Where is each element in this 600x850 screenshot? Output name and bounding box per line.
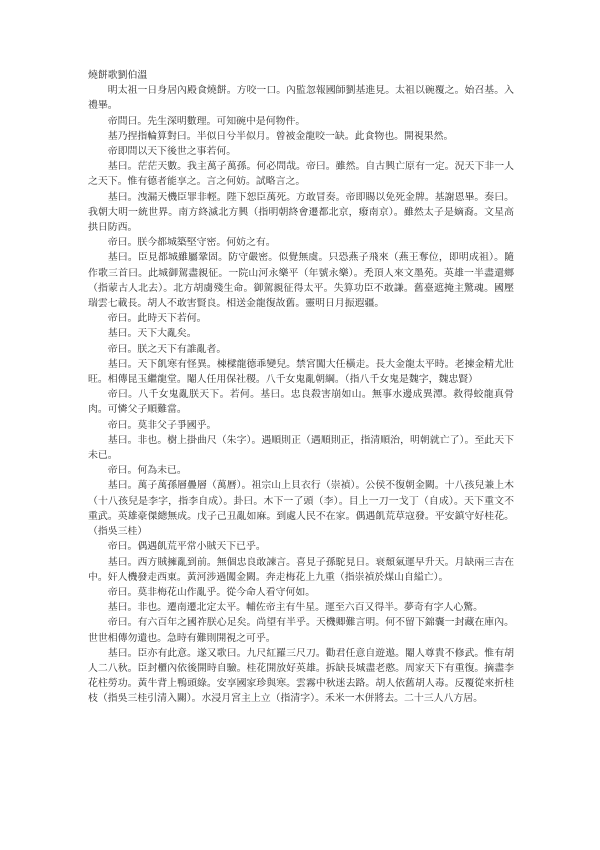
- paragraph: 基曰。非也。遷南遷北定太平。輔佐帝主有牛星。運至六百又得半。夢奇有字人心驚。: [107, 602, 484, 614]
- paragraph: 基曰。西方賊擁亂到前。無個忠良敢諫言。喜見子孫駝見日。衰頹氣運早升天。月缺兩三吉在中。奸人機發走西東。黃河涉過闖金闕。奔走梅花上九重（指崇禎於煤山自縊亡）。: [88, 556, 514, 583]
- paragraph: 帝曰。偶遇飢荒平常小賊天下已乎。: [107, 541, 266, 553]
- paragraph: 帝曰。莫非父子爭國乎。: [107, 419, 217, 431]
- paragraph: 基曰。天下飢寒有怪異。棟樑龍德乖變兒。禁宮闖大任橫走。長大金龍太平時。老揀金精尤壯旺。相傳昆玉繼龍堂。閹人任用保社稷。八千女鬼亂朝綱。（指八千女鬼是魏字，魏忠賢）: [88, 358, 514, 386]
- paragraph: 帝曰。有六百年之國祚朕心足矣。尚望有半乎。天機卿難言明。何不留下錦囊一封藏在庫內。世世相傳勿遺也。急時有難則開視之可乎。: [88, 617, 514, 644]
- paragraph: 基曰。天下大亂矣。: [107, 328, 197, 340]
- paragraph: 基曰。茫茫天數。我主萬子萬孫。何必問哉。帝曰。雖然。自古興亡原有一定。況天下非一人之天下。惟有德者能享之。言之何妨。試略言之。: [88, 161, 514, 188]
- paragraph: 帝即問以天下後世之事若何。: [107, 146, 237, 158]
- paragraph: 帝曰。何為未已。: [107, 465, 187, 477]
- paragraph: 基曰。臣亦有此意。遂又歌曰。九尺紅羅三尺刀。勸君任意自遊遨。閹人尊貴不修武。惟有胡人二八秋。臣封櫃內依後開時自驗。桂花開放好英雄。拆缺長城盡老憨。周家天下有重復。摘盡李花柱勞功。黃牛背上鴨頭綠。安享國家珍與寒。雲霧中秋迷去路。胡人依舊胡人毒。反覆從來折桂枝（指吳三桂引清入關）。水浸月宮主上立（指清字）。禾米一木併將去。二十三人八方居。: [88, 647, 514, 705]
- document-page: [88, 68, 514, 707]
- paragraph: 帝曰。莫非梅花山作亂乎。從今命人看守何如。: [107, 586, 316, 598]
- paragraph: 帝問曰。先生深明數理。可知碗中是何物件。: [107, 115, 306, 127]
- paragraph: 帝曰。此時天下若何。: [107, 313, 207, 325]
- paragraph: 基乃捏指輪算對曰。半似日兮半似月。曾被金龍咬一缺。此食物也。開視果然。: [107, 130, 454, 142]
- paragraph: 基曰。臣見都城雖屬鞏固。防守嚴密。似覺無虞。只恐燕子飛來（燕王奪位，即明成祖）。隨作歌三首曰。此城御駕盡親征。一院山河永樂平（年號永樂）。禿頂人來文墨苑。英雄一半盡還鄉（指蒙古人北去）。北方胡虜殘生命。御駕親征得太平。失算功臣不敢謙。舊臺遮掩主驚魂。國壓瑞雲七載長。胡人不敢害賢良。相送金龍復故舊。靈明日月振遐疆。: [88, 252, 514, 310]
- document-body: [88, 83, 514, 706]
- paragraph: 明太祖一日身居內殿食燒餅。方咬一口。內監忽報國師劉基進見。太祖以碗覆之。始召基。入禮畢。: [88, 85, 514, 112]
- paragraph: 基曰。非也。樹上掛曲尺（朱字）。遇順則正（遇順則正，指清順治，明朝就亡了）。至此天下未已。: [88, 434, 514, 462]
- paragraph: 帝曰。朕之天下有誰亂者。: [107, 343, 227, 355]
- paragraph: 基曰。洩漏天機臣罪非輕。陛下恕臣萬死。方敢冒奏。帝即賜以免死金牌。基謝恩畢。奏曰。我朝大明一統世界。南方終滅北方興（指明朝終會遷都北京，癈南京）。雖然太子是嫡裔。文星高拱日防西。: [88, 191, 514, 234]
- paragraph: 帝曰。朕今都城築堅守密。何妨之有。: [107, 237, 276, 249]
- paragraph: 基曰。萬子萬孫層疊層（萬曆）。祖宗山上貝衣行（崇禎）。公侯不復朝金闕。十八孩兒兼上木（十八孩兒是李字，指李自成）。卦曰。木下一了頭（李）。目上一刀一戈丁（自成）。天下重文不重武。英雄豪傑總無成。戊子己丑亂如麻。到處人民不在家。偶遇飢荒草寇發。平安鎮守好桂花。（指吳三桂）: [88, 480, 514, 538]
- paragraph: 帝曰。八千女鬼亂朕天下。若何。基曰。忠良殺害崩如山。無事水邊成異潭。救得蛟龍真骨肉。可憐父子順難當。: [88, 389, 514, 416]
- document-title: 燒餅歌劉伯溫: [88, 70, 148, 81]
